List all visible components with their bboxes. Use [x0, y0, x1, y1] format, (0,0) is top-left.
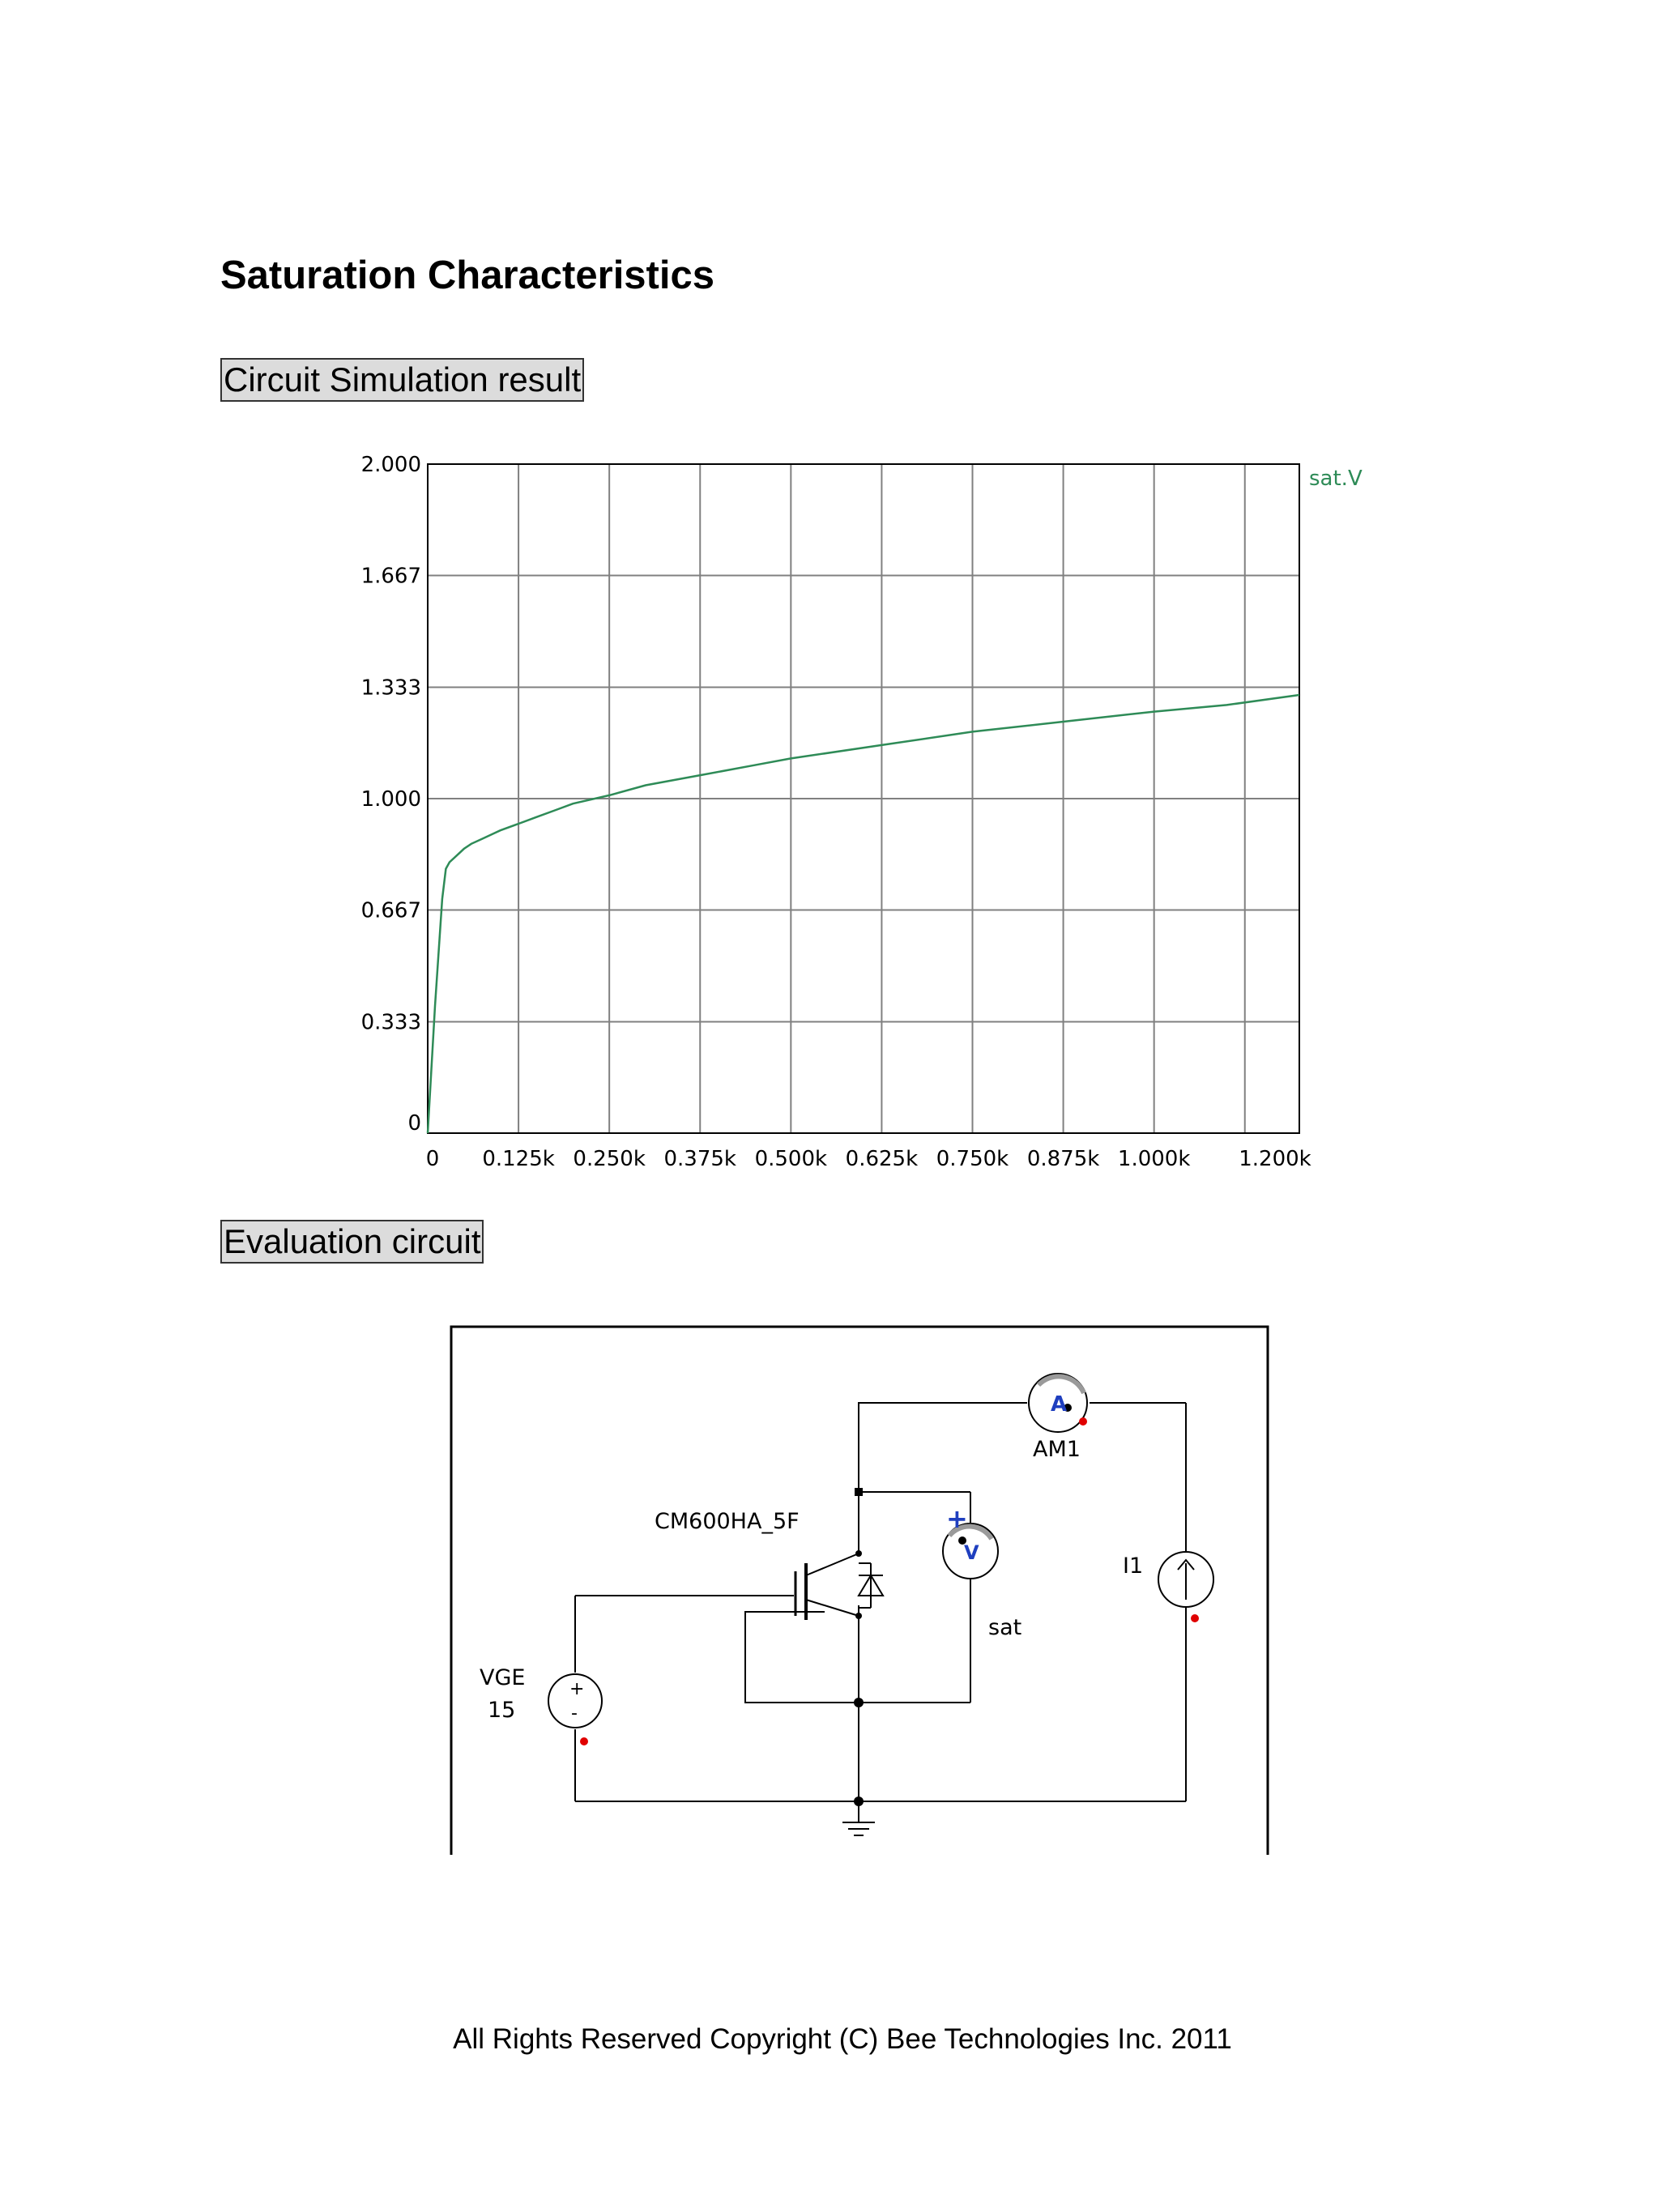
igbt-collector-lead	[806, 1554, 859, 1575]
junction-diode-bottom	[855, 1613, 862, 1619]
x-tick-label: 1.200k	[1239, 1147, 1311, 1166]
chart-series	[428, 695, 1299, 1133]
wire-top	[859, 1403, 1027, 1537]
y-tick-label: 0.667	[360, 898, 421, 923]
x-tick-labels	[426, 1147, 1311, 1166]
y-tick-label: 0.333	[360, 1010, 421, 1035]
y-tick-label: 2.000	[360, 453, 421, 477]
page-title: Saturation Characteristics	[220, 254, 714, 297]
junction-emitter	[854, 1698, 864, 1707]
ammeter-marker-icon	[1079, 1417, 1087, 1426]
current-source-marker-icon	[1191, 1614, 1199, 1622]
voltmeter-label: sat	[988, 1615, 1022, 1640]
x-tick-label: 0.625k	[845, 1147, 919, 1166]
x-tick-label: 0.375k	[663, 1147, 736, 1166]
section-label-simulation: Circuit Simulation result	[220, 358, 584, 402]
x-tick-label: 0.500k	[754, 1147, 828, 1166]
ammeter-symbol: A	[1051, 1392, 1068, 1417]
junction-ground	[854, 1796, 864, 1806]
series-line-sat.V	[428, 695, 1299, 1133]
junction-collector	[855, 1488, 863, 1496]
x-tick-label: 0.750k	[936, 1147, 1009, 1166]
ammeter-label: AM1	[1033, 1437, 1081, 1462]
x-tick-label: 0	[425, 1147, 440, 1166]
footer-copyright: All Rights Reserved Copyright (C) Bee Technologies Inc. 2011	[453, 2023, 1232, 2055]
igbt-emitter-lead	[806, 1600, 859, 1616]
gate-source-minus: -	[571, 1703, 578, 1724]
y-tick-labels	[361, 453, 421, 1136]
y-tick-label: 1.333	[360, 676, 421, 701]
gate-source-label: VGE	[480, 1665, 526, 1690]
x-tick-label: 0.875k	[1026, 1147, 1100, 1166]
saturation-chart	[324, 437, 1401, 1166]
chart-legend	[1309, 467, 1363, 491]
chart-grid	[428, 464, 1299, 1133]
evaluation-circuit-diagram	[437, 1296, 1272, 1855]
y-tick-label: 0	[407, 1111, 421, 1136]
y-tick-label: 1.000	[360, 787, 421, 812]
wire-substrate	[745, 1612, 859, 1703]
device-label: CM600HA_5F	[655, 1509, 800, 1534]
gate-source-marker-icon	[580, 1737, 588, 1745]
voltmeter-plus: +	[946, 1503, 968, 1534]
x-tick-label: 0.125k	[482, 1147, 555, 1166]
legend-entry: sat.V	[1309, 467, 1363, 491]
junction-diode-top	[855, 1550, 862, 1557]
current-source-label: I1	[1123, 1554, 1144, 1579]
y-tick-label: 1.667	[360, 564, 421, 589]
gate-source-value: 15	[488, 1698, 516, 1723]
x-tick-label: 0.250k	[573, 1147, 646, 1166]
gate-source-plus: +	[569, 1679, 585, 1699]
x-tick-label: 1.000k	[1117, 1147, 1191, 1166]
section-label-evaluation: Evaluation circuit	[220, 1220, 484, 1264]
voltmeter-symbol: V	[964, 1541, 979, 1564]
